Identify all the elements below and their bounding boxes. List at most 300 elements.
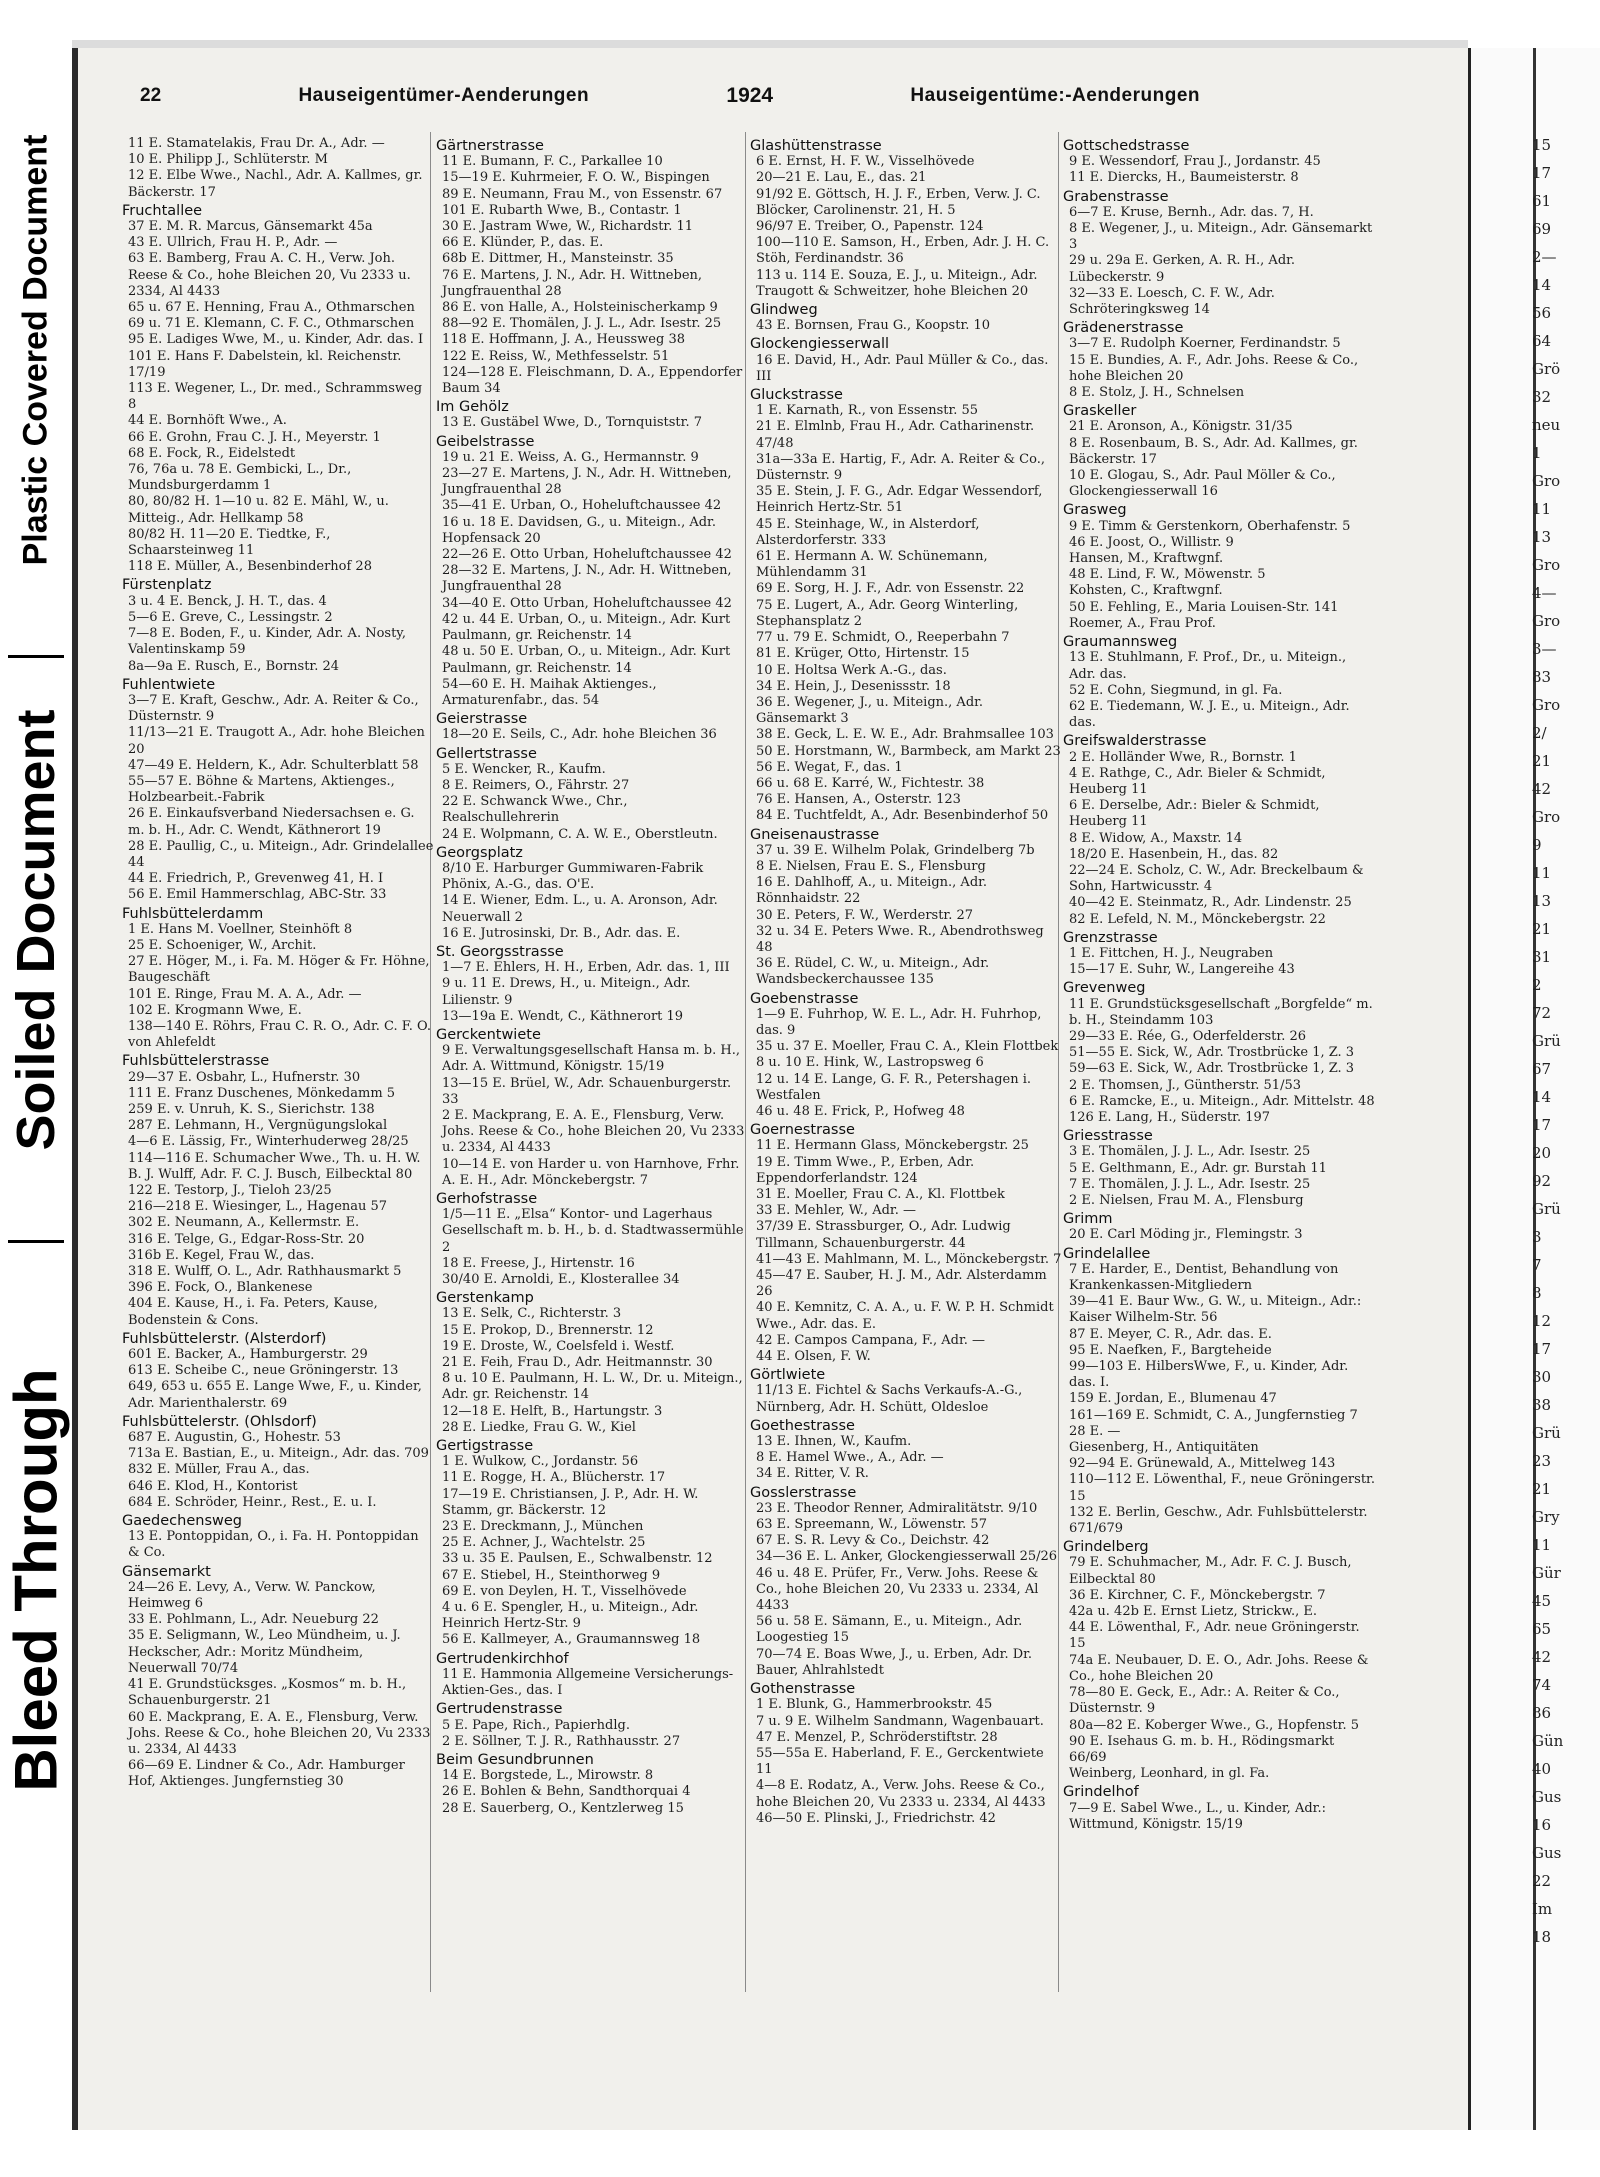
directory-entry: Giesenberg, H., Antiquitäten [1069,1440,1259,1456]
directory-entry: 2 E. Mackprang, E. A. E., Flensburg, Verw. Johs. Reese & Co., hohe Bleichen 20, Vu 2333 u. 2334, Al 4433 [442,1107,745,1156]
street-heading: Grindelallee [1063,1245,1151,1262]
street-heading: Grenzstrasse [1063,929,1158,946]
directory-entry: 832 E. Müller, Frau A., das. [128,1462,310,1478]
directory-entry: 69 E. Sorg, H. J. F., Adr. von Essenstr. 22 [756,581,1025,597]
fragment-line: Grü [1532,1200,1561,1218]
directory-entry: 81 E. Krüger, Otto, Hirtenstr. 15 [756,646,970,662]
directory-entry: 56 u. 58 E. Sämann, E., u. Miteign., Adr. Loogestieg 15 [756,1614,1023,1646]
directory-entry: 302 E. Neumann, A., Kellermstr. E. [128,1215,360,1231]
fragment-line: 42 [1532,780,1552,798]
directory-entry: 316b E. Kegel, Frau W., das. [128,1247,315,1263]
fragment-line: 1 [1532,444,1542,462]
fragment-line: 8 [1532,1284,1542,1302]
directory-entry: 33 u. 35 E. Paulsen, E., Schwalbenstr. 12 [442,1551,713,1567]
directory-entry: 34 E. Hein, J., Desenissstr. 18 [756,678,951,694]
directory-entry: 138—140 E. Röhrs, Frau C. R. O., Adr. C. F. O. von Ahlefeldt [128,1018,432,1051]
header-year: 1924 [726,84,774,107]
directory-entry: 59—63 E. Sick, W., Adr. Trostbrücke 1, Z. 3 [1069,1061,1355,1077]
street-heading: Grindelberg [1063,1539,1149,1556]
street-heading: Fürstenplatz [122,577,212,594]
street-heading: Gertigstrasse [436,1438,534,1455]
fragment-line: 17 [1532,1116,1552,1134]
fragment-line: 42 [1532,1648,1552,1666]
directory-entry: 7 u. 9 E. Wilhelm Sandmann, Wagenbauart. [756,1713,1044,1729]
directory-entry: 7 E. Harder, E., Dentist, Behandlung von Krankenkassen-Mitgliedern [1069,1261,1339,1294]
street-heading: Grevenweg [1063,980,1146,997]
directory-entry: 68 E. Fock, R., Eidelstedt [128,445,296,461]
directory-entry: 23 E. Theodor Renner, Admiralitätstr. 9/10 [756,1500,1038,1516]
directory-column-2 [436,136,748,1817]
directory-entry: 132 E. Berlin, Geschw., Adr. Fuhlsbüttelerstr. 671/679 [1069,1504,1368,1537]
street-heading: Glockengiesserwall [750,336,890,353]
directory-entry: 646 E. Klod, H., Kontorist [128,1478,298,1494]
directory-entry: 95 E. Ladiges Wwe, M., u. Kinder, Adr. das. I [128,332,424,348]
directory-entry: 259 E. v. Unruh, K. S., Sierichstr. 138 [128,1101,375,1117]
street-heading: Geibelstrasse [436,433,535,450]
directory-entry: 21 E. Aronson, A., Königstr. 31/35 [1069,419,1293,435]
adjacent-page-fragment [1532,136,1600,1986]
directory-entry: 1—9 E. Fuhrhop, W. E. L., Adr. H. Fuhrhop, das. 9 [756,1006,1042,1038]
directory-entry: 44 E. Friedrich, P., Grevenweg 41, H. I [128,871,384,887]
directory-entry: Kohsten, C., Kraftwgnf. [1069,583,1223,599]
fragment-line: 14 [1532,1088,1552,1106]
directory-entry: 78—80 E. Geck, E., Adr.: A. Reiter & Co., Düsternstr. 9 [1069,1685,1340,1717]
directory-entry: 44 E. Bornhöft Wwe., A. [128,413,287,429]
directory-entry: 19 E. Timm Wwe., P., Erben, Adr. Eppendorferlandstr. 124 [756,1154,975,1186]
directory-entry: 90 E. Isehaus G. m. b. H., Rödingsmarkt 66/69 [1069,1733,1335,1765]
directory-entry: 687 E. Augustin, G., Hohestr. 53 [128,1430,341,1446]
directory-entry: 28 E. Sauerberg, O., Kentzlerweg 15 [442,1800,684,1816]
directory-entry: 8 E. Widow, A., Maxstr. 14 [1069,830,1243,846]
directory-entry: 43 E. Ullrich, Frau H. P., Adr. — [128,235,338,251]
directory-entry: 46—50 E. Plinski, J., Friedrichstr. 42 [756,1810,996,1826]
directory-entry: 4—8 E. Rodatz, A., Verw. Johs. Reese & Co., hohe Bleichen 20, Vu 2333 u. 2334, Al 4433 [756,1778,1046,1810]
street-heading: Gärtnerstrasse [436,138,544,154]
directory-entry: 88—92 E. Thomälen, J. J. L., Adr. Isestr. 25 [442,316,722,332]
street-heading: Fruchtallee [122,202,203,219]
directory-entry: 74a E. Neubauer, D. E. O., Adr. Johs. Reese & Co., hohe Bleichen 20 [1069,1652,1369,1684]
fragment-line: 16 [1532,1816,1552,1834]
street-heading: Grimm [1063,1211,1113,1228]
directory-entry: 8 E. Rosenbaum, B. S., Adr. Ad. Kallmes, gr. Bäckerstr. 17 [1069,435,1358,467]
directory-entry: 110—112 E. Löwenthal, F., neue Gröningerstr. 15 [1069,1472,1375,1504]
fragment-line: 3— [1532,640,1557,658]
directory-entry: 17—19 E. Christiansen, J. P., Adr. H. W. Stamm, gr. Bäckerstr. 12 [442,1486,699,1518]
fragment-line: 22 [1532,1872,1552,1890]
directory-entry: 4 E. Rathge, C., Adr. Bieler & Schmidt, Heuberg 11 [1069,765,1326,797]
directory-entry: 22—26 E. Otto Urban, Hoheluftchaussee 42 [442,547,732,563]
directory-entry: 21 E. Feih, Frau D., Adr. Heitmannstr. 30 [442,1355,713,1371]
directory-entry: 1 E. Blunk, G., Hammerbrookstr. 45 [756,1697,993,1713]
directory-entry: 2 E. Nielsen, Frau M. A., Flensburg [1069,1193,1304,1208]
street-heading: Beim Gesundbrunnen [436,1751,594,1768]
street-heading: Goernestrasse [750,1122,855,1139]
street-heading: Goebenstrasse [750,990,859,1007]
street-heading: Im Gehölz [436,399,509,416]
directory-entry: 8a—9a E. Rusch, E., Bornstr. 24 [128,658,340,674]
fragment-line: Gus [1532,1844,1562,1862]
directory-entry: 66 u. 68 E. Karré, W., Fichtestr. 38 [756,775,985,791]
directory-entry: 216—218 E. Wiesinger, L., Hagenau 57 [128,1199,388,1215]
directory-entry: Weinberg, Leonhard, in gl. Fa. [1069,1766,1270,1782]
directory-entry: 56 E. Emil Hammerschlag, ABC-Str. 33 [128,887,387,903]
directory-entry: 8 u. 10 E. Hink, W., Lastropsweg 6 [756,1055,984,1071]
label-banner [0,0,72,2177]
fragment-line: 56 [1532,304,1552,322]
directory-entry: 76, 76a u. 78 E. Gembicki, L., Dr., Mundsburgerdamm 1 [128,462,352,494]
directory-entry: 11 E. Stamatelakis, Frau Dr. A., Adr. — [128,136,385,151]
fragment-line: 13 [1532,528,1552,546]
directory-entry: 56 E. Wegat, F., das. 1 [756,759,903,775]
fragment-line: 83 [1532,668,1552,686]
directory-entry: 34—40 E. Otto Urban, Hoheluftchaussee 42 [442,595,732,611]
directory-entry: 101 E. Hans F. Dabelstein, kl. Reichenstr. 17/19 [128,348,402,380]
directory-entry: 118 E. Müller, A., Besenbinderhof 28 [128,559,372,575]
directory-entry: 37 u. 39 E. Wilhelm Polak, Grindelberg 7b [756,842,1035,858]
directory-entry: 287 E. Lehmann, H., Vergnügungslokal [128,1118,388,1134]
directory-entry: 55—55a E. Haberland, F. E., Gerckentwiete 11 [756,1745,1044,1778]
directory-entry: 52 E. Cohn, Siegmund, in gl. Fa. [1069,682,1283,698]
directory-entry: 76 E. Hansen, A., Osterstr. 123 [756,792,961,808]
directory-entry: 2 E. Holländer Wwe, R., Bornstr. 1 [1069,749,1297,765]
directory-entry: 9 u. 11 E. Drews, H., u. Miteign., Adr. Lilienstr. 9 [442,976,691,1008]
directory-entry: 46 u. 48 E. Frick, P., Hofweg 48 [756,1103,965,1119]
directory-entry: 16 E. Dahlhoff, A., u. Miteign., Adr. Rönnhaidstr. 22 [756,875,988,907]
fragment-line: 4— [1532,584,1557,602]
fragment-line: Grö [1532,360,1561,378]
directory-entry: 1 E. Wulkow, C., Jordanstr. 56 [442,1454,639,1470]
fragment-line: Grü [1532,1032,1561,1050]
directory-entry: 9 E. Wessendorf, Frau J., Jordanstr. 45 [1069,154,1321,170]
directory-entry: 13 E. Ihnen, W., Kaufm. [756,1434,912,1450]
directory-entry: 684 E. Schröder, Heinr., Rest., E. u. I. [128,1494,377,1510]
directory-entry: 101 E. Ringe, Frau M. A. A., Adr. — [128,986,362,1002]
directory-entry: 31 E. Moeller, Frau C. A., Kl. Flottbek [756,1187,1005,1202]
directory-entry: 56 E. Kallmeyer, A., Graumannsweg 18 [442,1632,701,1648]
directory-entry: 5 E. Gelthmann, E., Adr. gr. Burstah 11 [1069,1160,1327,1176]
directory-entry: 28 E. — [1069,1423,1121,1439]
directory-entry: 4—6 E. Lässig, Fr., Winterhuderweg 28/25 [128,1134,409,1150]
street-heading: Gerckentwiete [436,1026,541,1043]
directory-entry: 8 u. 10 E. Paulmann, H. L. W., Dr. u. Miteign., Adr. gr. Reichenstr. 14 [442,1371,743,1403]
directory-entry: 38 E. Geck, L. E. W. E., Adr. Brahmsallee 103 [756,727,1054,743]
directory-entry: 34 E. Ritter, V. R. [756,1466,869,1482]
directory-entry: 35—41 E. Urban, O., Hoheluftchaussee 42 [442,498,722,514]
directory-entry: 1—7 E. Ehlers, H. H., Erben, Adr. das. 1, III [442,960,730,976]
directory-entry: 3—7 E. Rudolph Koerner, Ferdinandstr. 5 [1069,336,1341,352]
directory-entry: 11 E. Grundstücksgesellschaft „Borgfelde“ m. b. H., Steindamm 103 [1069,996,1373,1028]
directory-entry: 713a E. Bastian, E., u. Miteign., Adr. das. 709 [128,1446,429,1462]
street-heading: Gluckstrasse [750,387,843,404]
directory-entry: 67 E. S. R. Levy & Co., Deichstr. 42 [756,1533,990,1549]
street-heading: Fuhlsbüttelerstr. (Alsterdorf) [122,1330,327,1347]
fragment-line: 21 [1532,752,1552,770]
directory-entry: 35 u. 37 E. Moeller, Frau C. A., Klein Flottbek [756,1039,1059,1055]
street-heading: Gertrudenkirchhof [436,1650,569,1667]
directory-entry: 161—169 E. Schmidt, C. A., Jungfernstieg 7 [1069,1407,1358,1423]
directory-entry: 12 u. 14 E. Lange, G. F. R., Petershagen i. Westfalen [756,1071,1031,1103]
directory-entry: 8/10 E. Harburger Gummiwaren-Fabrik Phönix, A.-G., das. O'E. [442,860,704,893]
fragment-line: Gro [1532,472,1561,490]
directory-entry: 25 E. Schoeniger, W., Archit. [128,937,317,953]
directory-entry: 69 E. von Deylen, H. T., Visselhövede [442,1583,687,1599]
directory-entry: 92—94 E. Grünewald, A., Mittelweg 143 [1069,1456,1336,1472]
directory-entry: 613 E. Scheibe C., neue Gröningerstr. 13 [128,1363,399,1379]
directory-entry: 68b E. Dittmer, H., Mansteinstr. 35 [442,251,674,267]
directory-entry: 7 E. Thomälen, J. J. L., Adr. Isestr. 25 [1069,1176,1311,1192]
directory-entry: 3 E. Thomälen, J. J. L., Adr. Isestr. 25 [1069,1144,1311,1160]
directory-entry: 4 u. 6 E. Spengler, H., u. Miteign., Adr. Heinrich Hertz-Str. 9 [442,1600,699,1632]
fragment-line: 2 [1532,976,1542,994]
directory-column-4 [1063,136,1375,1833]
directory-entry: 36 E. Kirchner, C. F., Mönckebergstr. 7 [1069,1587,1326,1603]
directory-entry: 89 E. Neumann, Frau M., von Essenstr. 67 [442,186,723,202]
directory-entry: 86 E. von Halle, A., Holsteinischerkamp 9 [442,300,718,316]
directory-entry: 113 u. 114 E. Souza, E. J., u. Miteign., Adr. Traugott & Schweitzer, hohe Bleichen 20 [756,267,1038,299]
street-heading: Goethestrasse [750,1417,855,1434]
directory-entry: 15—19 E. Kuhrmeier, F. O. W., Bispingen [442,170,710,186]
street-heading: Grindelhof [1063,1784,1139,1801]
directory-entry: 82 E. Lefeld, N. M., Mönckebergstr. 22 [1069,911,1326,927]
directory-entry: 63 E. Bamberg, Frau A. C. H., Verw. Joh. Reese & Co., hohe Bleichen 20, Vu 2333 u. 2334, Al 4433 [128,251,411,299]
directory-entry: 40 E. Kemnitz, C. A. A., u. F. W. P. H. Schmidt Wwe., Adr. das. E. [756,1300,1054,1332]
fragment-line: 38 [1532,1396,1552,1414]
street-heading: Greifswalderstrasse [1063,733,1207,750]
street-heading: Gertrudenstrasse [436,1701,563,1718]
directory-entry: 76 E. Martens, J. N., Adr. H. Wittneben, Jungfrauenthal 28 [442,267,703,299]
fragment-line: 11 [1532,1536,1552,1554]
directory-entry: 9 E. Verwaltungsgesellschaft Hansa m. b. H., Adr. A. Wittmund, Königstr. 15/19 [442,1043,740,1075]
directory-entry: 8 E. Nielsen, Frau E. S., Flensburg [756,858,986,874]
directory-entry: 30 E. Jastram Wwe, W., Richardstr. 11 [442,219,694,235]
directory-entry: 96/97 E. Treiber, O., Papenstr. 124 [756,219,984,235]
directory-entry: 8 E. Reimers, O., Fährstr. 27 [442,777,630,793]
directory-entry: 14 E. Wiener, Edm. L., u. A. Aronson, Adr. Neuerwall 2 [442,893,718,925]
street-heading: Graumannsweg [1063,634,1178,651]
directory-entry: 11 E. Rogge, H. A., Blücherstr. 17 [442,1470,666,1486]
directory-entry: 99—103 E. HilbersWwe, F., u. Kinder, Adr. das. I. [1069,1359,1349,1391]
fragment-line: Gus [1532,1788,1562,1806]
plastic-covered-label: Plastic Covered Document [16,134,55,566]
fragment-line: 67 [1532,1060,1552,1078]
directory-entry: 13 E. Stuhlmann, F. Prof., Dr., u. Miteign., Adr. das. [1069,650,1347,682]
directory-entry: 7—9 E. Sabel Wwe., L., u. Kinder, Adr.: Wittmund, Königstr. 15/19 [1069,1800,1326,1832]
street-heading: Görtlwiete [750,1367,826,1384]
directory-entry: 102 E. Krogmann Wwe, E. [128,1002,302,1018]
street-heading: Gerstenkamp [436,1290,534,1307]
directory-entry: 42 u. 44 E. Urban, O., u. Miteign., Adr. Kurt Paulmann, gr. Reichenstr. 14 [442,611,731,644]
fragment-line: Gün [1532,1732,1564,1750]
street-heading: Fuhlsbüttelerstr. (Ohlsdorf) [122,1413,317,1430]
directory-entry: 124—128 E. Fleischmann, D. A., Eppendorfer Baum 34 [442,364,743,397]
directory-entry: 118 E. Hoffmann, J. A., Heussweg 38 [442,332,686,348]
fragment-line: 86 [1532,1704,1552,1722]
directory-entry: Hansen, M., Kraftwgnf. [1069,551,1224,567]
header-title-left: Hauseigentümer-Aenderungen [298,85,590,106]
directory-entry: 40—42 E. Steinmatz, R., Adr. Lindenstr. 25 [1069,895,1352,911]
fragment-line: 74 [1532,1676,1552,1694]
directory-entry: 62 E. Tiedemann, W. J. E., u. Miteign., Adr. das. [1069,698,1350,731]
directory-entry: 39—41 E. Baur Ww., G. W., u. Miteign., Adr.: Kaiser Wilhelm-Str. 56 [1069,1294,1362,1326]
directory-entry: 601 E. Backer, A., Hamburgerstr. 29 [128,1347,368,1363]
street-heading: Fuhlsbüttelerdamm [122,905,264,922]
fragment-line: 3 [1532,1228,1542,1246]
directory-entry: 10 E. Philipp J., Schlüterstr. M [128,152,328,168]
fragment-line: 12 [1532,1312,1552,1330]
fragment-line: 30 [1532,1368,1552,1386]
directory-entry: 50 E. Fehling, E., Maria Louisen-Str. 141 [1069,599,1339,615]
directory-entry: 7—8 E. Boden, F., u. Kinder, Adr. A. Nosty, Valentinskamp 59 [128,626,407,658]
directory-entry: 91/92 E. Göttsch, H. J. F., Erben, Verw. J. C. Blöcker, Carolinenstr. 21, H. 5 [756,186,1041,218]
street-heading: Grabenstrasse [1063,188,1169,205]
directory-entry: 15 E. Bundies, A. F., Adr. Johs. Reese & Co., hohe Bleichen 20 [1069,352,1359,384]
directory-entry: 37/39 E. Strassburger, O., Adr. Ludwig Tillmann, Schauenburgerstr. 44 [756,1219,1011,1251]
directory-entry: 77 u. 79 E. Schmidt, O., Reeperbahn 7 [756,630,1010,646]
directory-entry: 10 E. Holtsa Werk A.-G., das. [756,662,947,678]
directory-entry: 30/40 E. Arnoldi, E., Klosterallee 34 [442,1272,680,1288]
fragment-line: 23 [1532,1452,1552,1470]
fragment-line: Grü [1532,1424,1561,1442]
directory-entry: 2 E. Söllner, T. J. R., Rathhausstr. 27 [442,1733,681,1749]
directory-entry: 44 E. Olsen, F. W. [756,1349,871,1365]
directory-entry: 30 E. Peters, F. W., Werderstr. 27 [756,907,974,923]
fragment-line: 61 [1532,192,1552,210]
directory-entry: 66 E. Grohn, Frau C. J. H., Meyerstr. 1 [128,429,381,445]
street-heading: Gellertstrasse [436,745,537,762]
directory-entry: 75 E. Lugert, A., Adr. Georg Winterling, Stephansplatz 2 [756,597,1019,629]
directory-entry: 84 E. Tuchtfeldt, A., Adr. Besenbinderhof 50 [756,808,1049,824]
fragment-line: 72 [1532,1004,1552,1022]
directory-entry: 70—74 E. Boas Wwe, J., u. Erben, Adr. Dr. Bauer, Ahlrahlstedt [756,1646,1033,1678]
street-heading: Grädenerstrasse [1063,320,1184,337]
directory-entry: 159 E. Jordan, E., Blumenau 47 [1069,1391,1277,1407]
directory-entry: 316 E. Telge, G., Edgar-Ross-Str. 20 [128,1231,365,1247]
directory-entry: 10 E. Glogau, S., Adr. Paul Möller & Co., Glockengiesserwall 16 [1069,468,1336,500]
directory-entry: 28—32 E. Martens, J. N., Adr. H. Wittneben, Jungfrauenthal 28 [442,563,732,595]
fragment-line: Gro [1532,612,1561,630]
fragment-line: 15 [1532,136,1552,154]
street-heading: Gneisenaustrasse [750,826,880,843]
directory-entry: 69 u. 71 E. Klemann, C. F. C., Othmarschen [128,316,415,332]
directory-entry: 54—60 E. H. Maihak Aktienges., Armaturenfabr., das. 54 [442,676,657,708]
directory-entry: 46 E. Joost, O., Willistr. 9 [1069,534,1234,550]
directory-entry: 60 E. Mackprang, E. A. E., Flensburg, Verw. Johs. Reese & Co., hohe Bleichen 20, Vu 2333 u. 2334, Al 4433 [128,1709,431,1757]
directory-entry: 5 E. Wencker, R., Kaufm. [442,761,606,777]
fragment-line: 18 [1532,1928,1552,1946]
directory-entry: 18—20 E. Seils, C., Adr. hohe Bleichen 36 [442,727,717,743]
directory-entry: 3 u. 4 E. Benck, J. H. T., das. 4 [128,593,327,609]
directory-entry: 26 E. Einkaufsverband Niedersachsen e. G. m. b. H., Adr. C. Wendt, Käthnerort 19 [128,806,415,838]
directory-entry: 6 E. Derselbe, Adr.: Bieler & Schmidt, Heuberg 11 [1069,798,1320,830]
street-heading: Gothenstrasse [750,1681,856,1698]
directory-entry: 1/5—11 E. „Elsa“ Kontor- und Lagerhaus Gesellschaft m. b. H., b. d. Stadtwassermühle 2 [442,1207,744,1255]
directory-entry: 66 E. Klünder, P., das. E. [442,235,604,251]
directory-entry: 13—15 E. Brüel, W., Adr. Schauenburgerstr. 33 [442,1075,732,1107]
directory-entry: 28 E. Liedke, Frau G. W., Kiel [442,1419,636,1435]
directory-entry: 11/13—21 E. Traugott A., Adr. hohe Bleichen 20 [128,725,425,757]
fragment-line: 40 [1532,1760,1552,1778]
directory-entry: 6—7 E. Kruse, Bernh., Adr. das. 7, H. [1069,204,1314,220]
street-heading: Grasweg [1063,502,1127,519]
header-title-right: Hauseigentüme:-Aenderungen [910,85,1200,106]
directory-entry: 27 E. Höger, M., i. Fa. M. Höger & Fr. Höhne, Baugeschäft [128,954,430,986]
directory-entry: 111 E. Franz Duschenes, Mönkedamm 5 [128,1085,396,1101]
directory-entry: 5 E. Pape, Rich., Papierhdlg. [442,1717,630,1733]
street-heading: Glashüttenstrasse [750,138,882,154]
directory-entry: 32 u. 34 E. Peters Wwe. R., Abendrothsweg 48 [756,923,1044,955]
directory-entry: 26 E. Bohlen & Behn, Sandthorquai 4 [442,1784,691,1800]
fragment-line: 64 [1532,332,1552,350]
directory-entry: 79 E. Schuhmacher, M., Adr. F. C. J. Busch, Eilbecktal 80 [1069,1555,1352,1587]
directory-entry: 80a—82 E. Koberger Wwe., G., Hopfenstr. 5 [1069,1717,1359,1733]
directory-entry: 66—69 E. Lindner & Co., Adr. Hamburger Hof, Aktienges. Jungfernstieg 30 [128,1758,405,1790]
directory-entry: Roemer, A., Frau Prof. [1069,615,1216,631]
directory-entry: 11 E. Hermann Glass, Mönckebergstr. 25 [756,1138,1029,1154]
directory-entry: 113 E. Wegener, L., Dr. med., Schrammsweg 8 [128,381,423,413]
fragment-line: 45 [1532,1592,1552,1610]
directory-entry: 22 E. Schwanck Wwe., Chr., Realschullehrerin [442,794,628,826]
directory-entry: 55—57 E. Böhne & Martens, Aktienges., Holzbearbeit.-Fabrik [128,773,395,806]
directory-entry: 13—19a E. Wendt, C., Käthnerort 19 [442,1008,684,1024]
directory-entry: 24—26 E. Levy, A., Verw. W. Panckow, Heimweg 6 [128,1579,376,1612]
directory-entry: 122 E. Reiss, W., Methfesselstr. 51 [442,348,670,364]
street-heading: Georgsplatz [436,844,523,861]
street-heading: Graskeller [1063,403,1137,420]
directory-column-3 [750,136,1062,1827]
bleed-through-label: Bleed Through [2,1368,70,1792]
directory-entry: 100—110 E. Samson, H., Erben, Adr. J. H. C. Stöh, Ferdinandstr. 36 [756,235,1050,267]
fragment-line: Gro [1532,808,1561,826]
directory-entry: 13 E. Selk, C., Richterstr. 3 [442,1306,622,1322]
directory-entry: 3—7 E. Kraft, Geschw., Adr. A. Reiter & Co., Düsternstr. 9 [128,692,419,725]
directory-entry: 19 E. Droste, W., Coelsfeld i. Westf. [442,1338,675,1354]
directory-entry: 47 E. Menzel, P., Schröderstiftstr. 28 [756,1729,998,1745]
directory-entry: 51—55 E. Sick, W., Adr. Trostbrücke 1, Z. 3 [1069,1045,1355,1061]
directory-entry: 25 E. Achner, J., Wachtelstr. 25 [442,1535,646,1551]
fragment-line: 2/ [1532,724,1547,742]
directory-entry: 44 E. Löwenthal, F., Adr. neue Gröningerstr. 15 [1069,1620,1360,1652]
fragment-line: 21 [1532,920,1552,938]
directory-entry: 13 E. Pontoppidan, O., i. Fa. H. Pontoppidan & Co. [128,1529,419,1561]
directory-entry: 80, 80/82 H. 1—10 u. 82 E. Mähl, W., u. Mitteig., Adr. Hellkamp 58 [128,494,389,526]
directory-entry: 8 E. Hamel Wwe., A., Adr. — [756,1450,944,1466]
fragment-line: 11 [1532,864,1552,882]
street-heading: Geierstrasse [436,711,528,728]
label-separator [8,655,64,658]
directory-entry: 41—43 E. Mahlmann, M. L., Mönckebergstr. 7 [756,1251,1062,1267]
fragment-line: 13 [1532,892,1552,910]
fragment-line: 20 [1532,1144,1552,1162]
directory-entry: 31a—33a E. Hartig, F., Adr. A. Reiter & Co., Düsternstr. 9 [756,451,1045,484]
street-heading: Gosslerstrasse [750,1484,857,1501]
fragment-line: 17 [1532,1340,1552,1358]
directory-entry: 29 u. 29a E. Gerken, A. R. H., Adr. Lübeckerstr. 9 [1069,253,1296,285]
directory-entry: 8 E. Wegener, J., u. Miteign., Adr. Gänsemarkt 3 [1069,221,1373,253]
fragment-line: 9 [1532,836,1542,854]
directory-entry: 63 E. Spreemann, W., Löwenstr. 57 [756,1517,987,1533]
fragment-line: 92 [1532,1172,1552,1190]
directory-entry: 16 E. David, H., Adr. Paul Müller & Co., das. III [756,352,1049,384]
directory-entry: 16 E. Jutrosinski, Dr. B., Adr. das. E. [442,925,681,941]
street-heading: Fuhlentwiete [122,676,216,693]
fragment-line: 11 [1532,500,1552,518]
directory-entry: 22—24 E. Scholz, C. W., Adr. Breckelbaum & Sohn, Hartwicusstr. 4 [1069,862,1364,895]
directory-entry: 37 E. M. R. Marcus, Gänsemarkt 45a [128,219,373,235]
street-heading: Gänsemarkt [122,1563,211,1580]
directory-entry: 15 E. Prokop, D., Brennerstr. 12 [442,1322,654,1338]
directory-entry: 45 E. Steinhage, W., in Alsterdorf, Alsterdorferstr. 333 [756,516,980,548]
street-heading: Gerhofstrasse [436,1191,538,1207]
